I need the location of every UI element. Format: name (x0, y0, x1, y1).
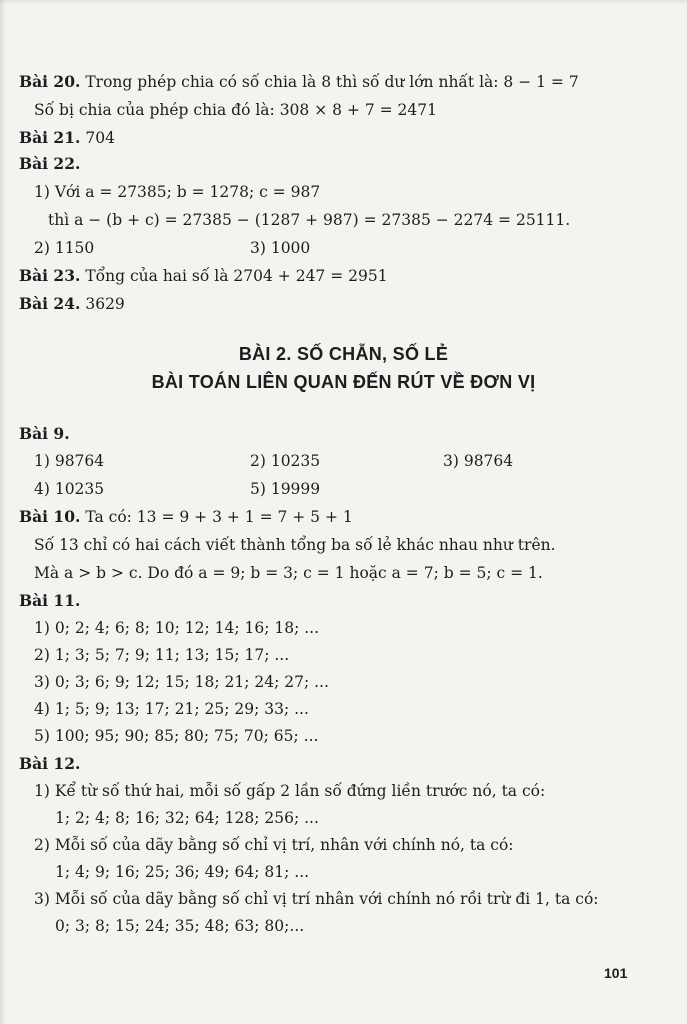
bai-11-item-3: 3) 0; 3; 6; 9; 12; 15; 18; 21; 24; 27; ... (34, 673, 329, 691)
bai-21-label: Bài 21. (19, 128, 81, 147)
chapter-title-line-1: BÀI 2. SỐ CHẴN, SỐ LẺ (238, 344, 449, 364)
bai-12-part-1: 1) Kể từ số thứ hai, mỗi số gấp 2 lần số đứng liền trước nó, ta có: (34, 782, 546, 800)
chapter-title-line-2: BÀI TOÁN LIÊN QUAN ĐẾN RÚT VỀ ĐƠN VỊ (151, 372, 536, 392)
bai-20-label: Bài 20. (19, 72, 81, 91)
bai-11-item-1: 1) 0; 2; 4; 6; 8; 10; 12; 14; 16; 18; ... (34, 619, 320, 637)
bai-21-line (19, 128, 115, 148)
bai-11-label: Bài 11. (19, 591, 81, 610)
bai-23-label: Bài 23. (19, 266, 81, 285)
bai-11-item-4: 4) 1; 5; 9; 13; 17; 21; 25; 29; 33; ... (34, 700, 309, 718)
bai-9-answer-3: 3) 98764 (443, 452, 514, 470)
bai-9-label: Bài 9. (19, 424, 70, 443)
bai-22-part-2: 2) 1150 (34, 239, 95, 257)
binding-shadow (0, 0, 6, 1024)
bai-9-answer-4: 4) 10235 (34, 480, 105, 498)
bai-20-text-2: Số bị chia của phép chia đó là: 308 × 8 + 7 = 2471 (34, 101, 437, 119)
bai-23-line (19, 266, 388, 286)
bai-24-text: 3629 (85, 295, 125, 313)
page-top-edge (0, 0, 687, 4)
bai-12-part-3: 3) Mỗi số của dãy bằng số chỉ vị trí nhân với chính nó rồi trừ đi 1, ta có: (34, 890, 599, 908)
bai-11-item-5: 5) 100; 95; 90; 85; 80; 75; 70; 65; ... (34, 727, 319, 745)
page-number: 101 (604, 965, 628, 981)
bai-12-sequence-3: 0; 3; 8; 15; 24; 35; 48; 63; 80;... (55, 917, 305, 935)
bai-22-text-1: 1) Với a = 27385; b = 1278; c = 987 (34, 183, 321, 201)
bai-22-part-3: 3) 1000 (250, 239, 311, 257)
bai-9-answer-2: 2) 10235 (250, 452, 321, 470)
bai-10-line-1 (19, 507, 353, 527)
bai-22-label: Bài 22. (19, 154, 81, 173)
bai-9-answer-5: 5) 19999 (250, 480, 321, 498)
bai-21-text: 704 (85, 129, 115, 147)
bai-12-sequence-1: 1; 2; 4; 8; 16; 32; 64; 128; 256; ... (55, 809, 319, 827)
bai-10-text-1: Ta có: 13 = 9 + 3 + 1 = 7 + 5 + 1 (85, 508, 353, 526)
bai-12-part-2: 2) Mỗi số của dãy bằng số chỉ vị trí, nhân với chính nó, ta có: (34, 836, 514, 854)
bai-22-text-2: thì a − (b + c) = 27385 − (1287 + 987) = 27385 − 2274 = 25111. (48, 211, 571, 229)
bai-11-item-2: 2) 1; 3; 5; 7; 9; 11; 13; 15; 17; ... (34, 646, 290, 664)
bai-23-text: Tổng của hai số là 2704 + 247 = 2951 (85, 267, 388, 285)
bai-24-line (19, 294, 125, 314)
bai-9-answer-1: 1) 98764 (34, 452, 105, 470)
bai-10-label: Bài 10. (19, 507, 81, 526)
bai-24-label: Bài 24. (19, 294, 81, 313)
bai-12-label: Bài 12. (19, 754, 81, 773)
bai-10-text-2: Số 13 chỉ có hai cách viết thành tổng ba số lẻ khác nhau như trên. (34, 536, 556, 554)
bai-20-line-1 (19, 72, 579, 92)
bai-10-text-3: Mà a > b > c. Do đó a = 9; b = 3; c = 1 hoặc a = 7; b = 5; c = 1. (34, 564, 543, 582)
bai-12-sequence-2: 1; 4; 9; 16; 25; 36; 49; 64; 81; ... (55, 863, 310, 881)
bai-20-text-1: Trong phép chia có số chia là 8 thì số dư lớn nhất là: 8 − 1 = 7 (85, 73, 579, 91)
